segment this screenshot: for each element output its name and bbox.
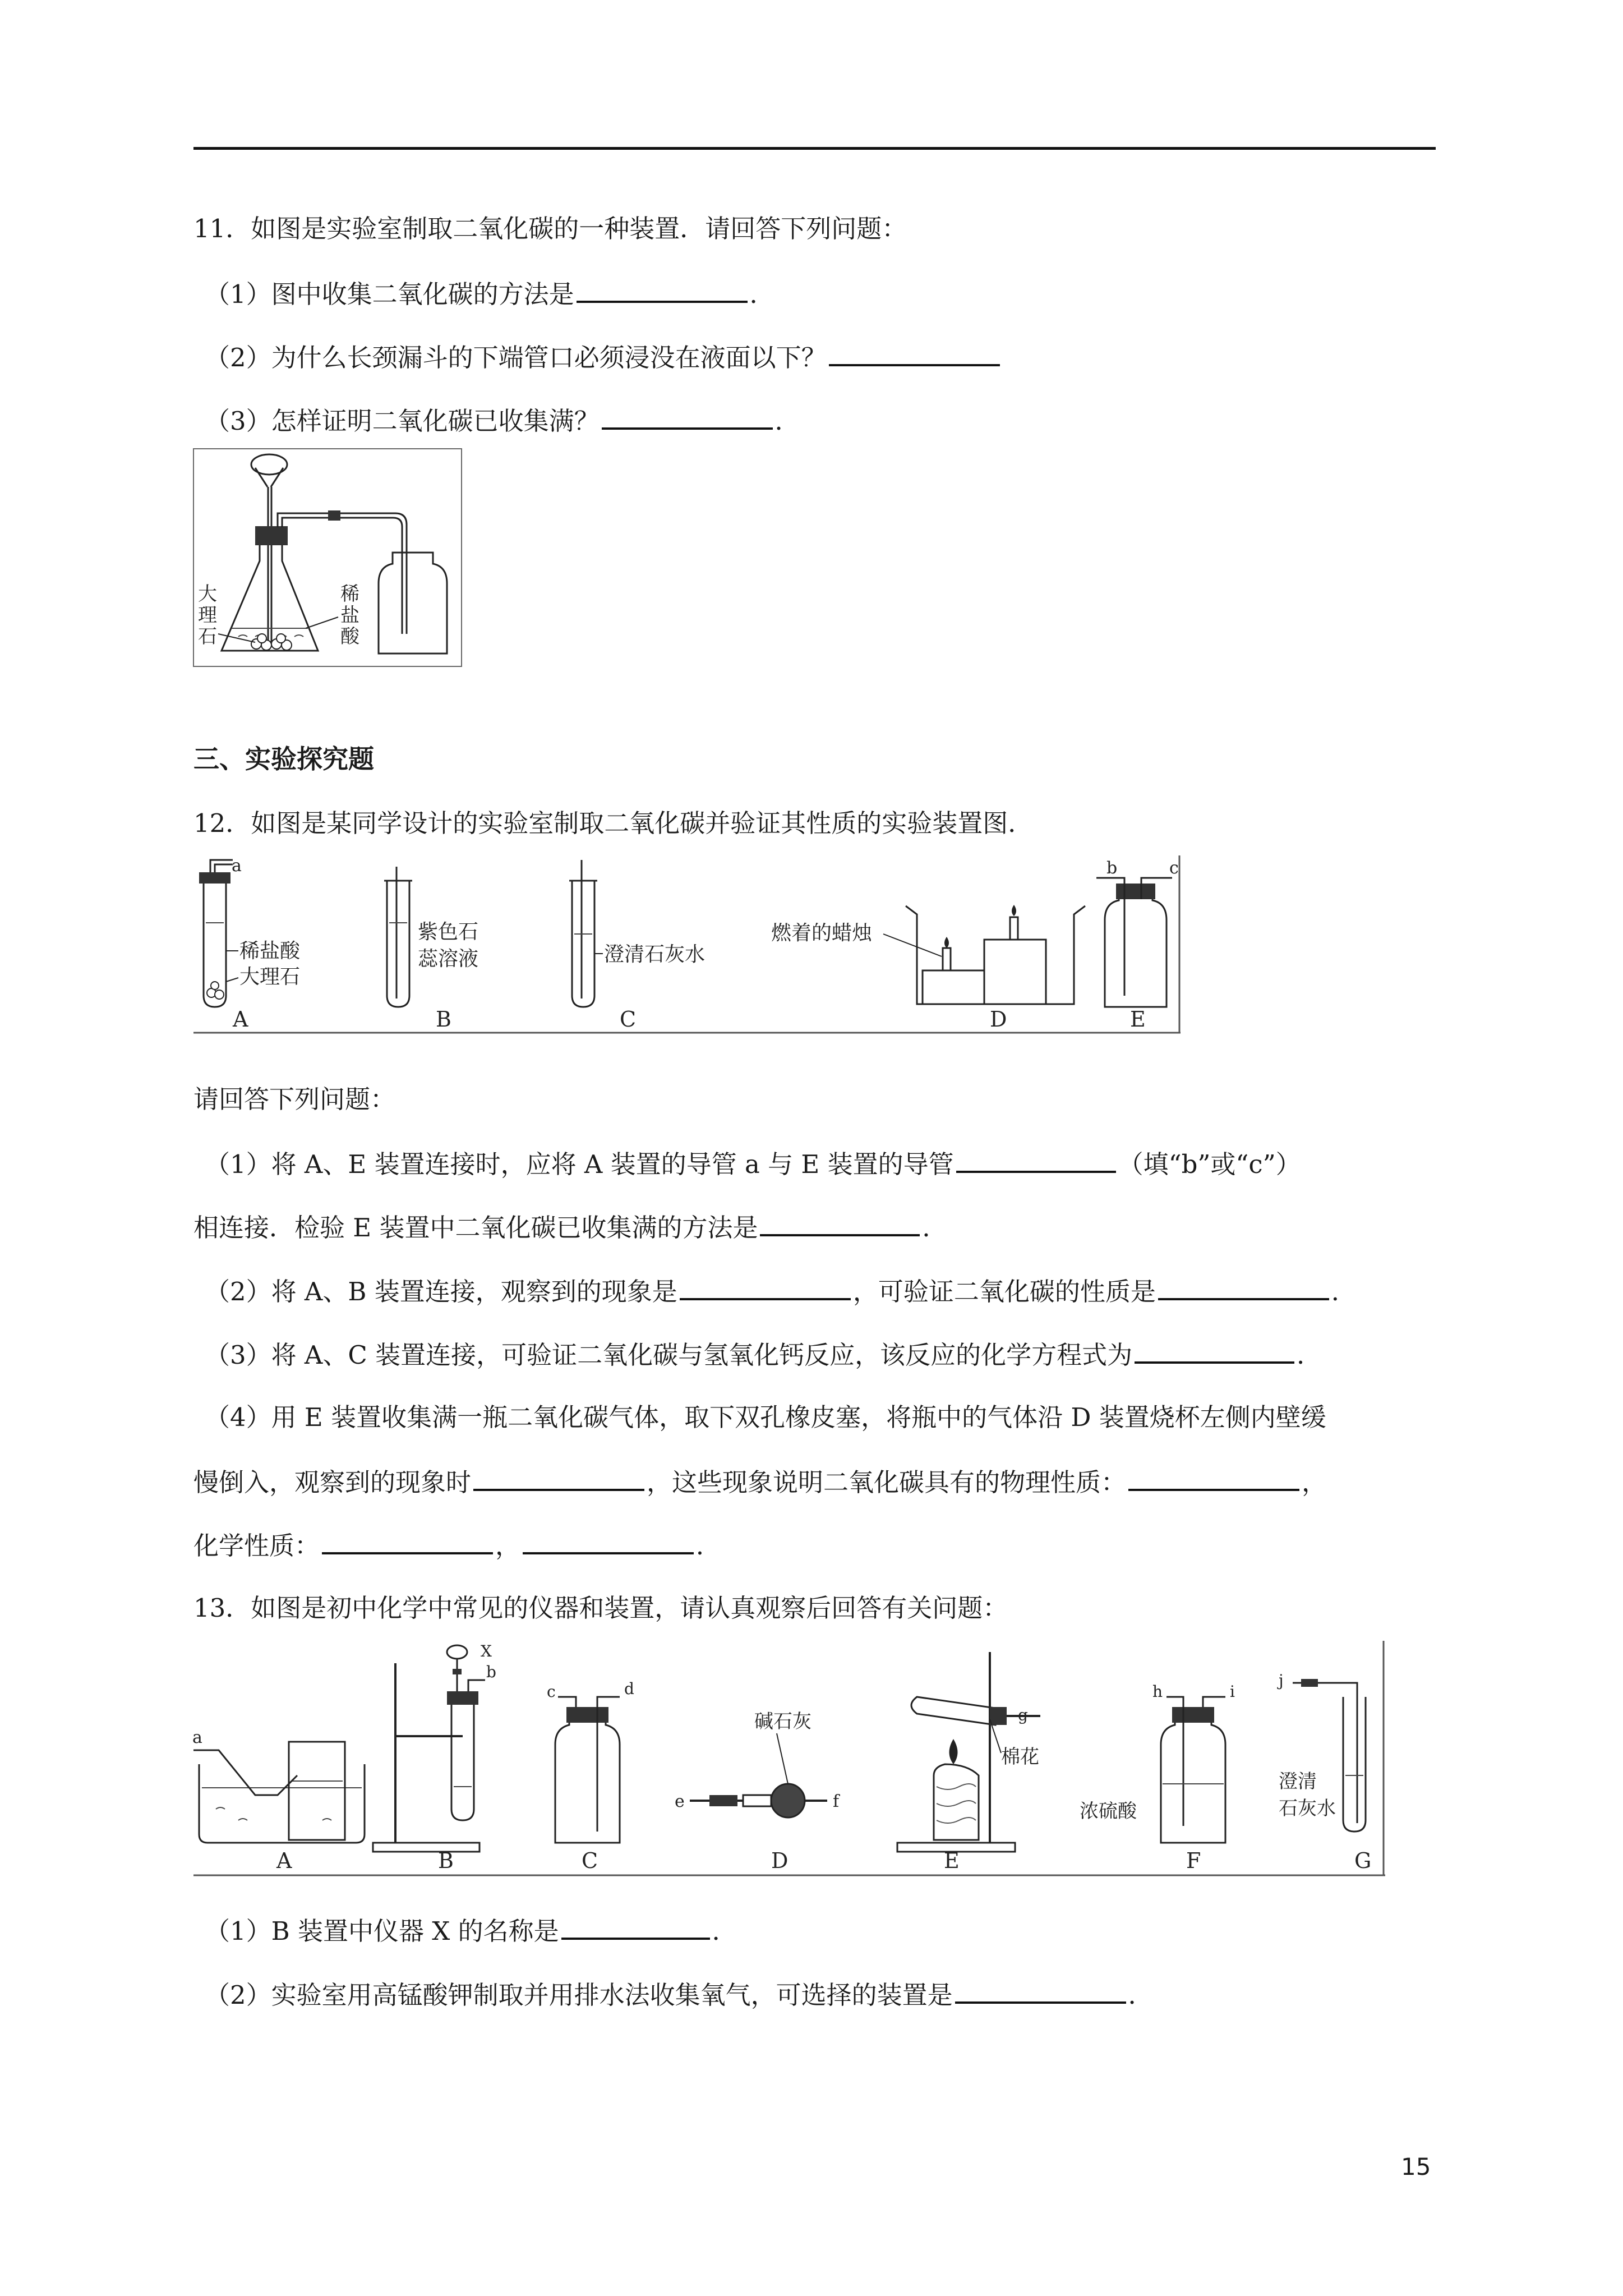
q13-title: 13．如图是初中化学中常见的仪器和装置，请认真观察后回答有关问题： (193, 1593, 1008, 1623)
q12-apparatus-c (569, 860, 705, 1032)
q13-letter-c: C (582, 1848, 598, 1873)
q12-a-acid: 稀盐酸 (239, 940, 301, 963)
q11-figure (193, 449, 463, 668)
q12-letter-d: D (990, 1007, 1007, 1032)
q12-b-text2: 蕊溶液 (418, 947, 479, 970)
q13-label-j: j (1279, 1671, 1284, 1690)
q13-label-h: h (1152, 1682, 1163, 1701)
q13-soda-lime: 碱石灰 (754, 1710, 811, 1733)
answer-blank[interactable] (561, 1913, 710, 1940)
q13-lime-1: 澄清 (1279, 1770, 1317, 1793)
section-heading: 三、实验探究题 (193, 744, 374, 774)
q11-fig-label-left-3: 石 (198, 625, 217, 648)
q12-part3: （3）将 A、C 装置连接，可验证二氧化碳与氢氧化钙反应，该反应的化学方程式为 ． (205, 1337, 1322, 1372)
q13-apparatus-c (547, 1680, 634, 1873)
q13-label-g: g (1018, 1706, 1028, 1724)
answer-blank[interactable] (473, 1464, 644, 1491)
page-number: 15 (1401, 2153, 1431, 2180)
q12-title: 12．如图是某同学设计的实验室制取二氧化碳并验证其性质的实验装置图． (193, 808, 1034, 838)
q11-fig-label-left-2: 理 (198, 604, 217, 627)
q13-label-i: i (1230, 1682, 1235, 1701)
q11-fig-label-left-1: 大 (198, 583, 217, 605)
q12-e-b: b (1106, 858, 1118, 878)
q13-apparatus-b (373, 1642, 496, 1873)
q13-label-f: f (833, 1792, 840, 1811)
q11-fig-label-right-1: 稀 (340, 583, 359, 605)
q13-letter-e: E (944, 1848, 960, 1873)
q12-part4: （4）用 E 装置收集满一瓶二氧化碳气体，取下双孔橡皮塞，将瓶中的气体沿 D 装置烧杯左侧内壁缓 (205, 1402, 1326, 1432)
q13-letter-b: B (438, 1848, 454, 1873)
answer-blank[interactable] (1128, 1464, 1299, 1491)
q11-fig-label-right-3: 酸 (340, 625, 359, 648)
q13-apparatus-f (1080, 1682, 1235, 1873)
q13-letter-g: G (1354, 1848, 1372, 1873)
q11-fig-label-right-2: 盐 (340, 604, 359, 627)
q12-apparatus-e (1096, 858, 1179, 1032)
q13-label-x: X (481, 1642, 492, 1660)
q12-part1-cont: 相连接．检验 E 装置中二氧化碳已收集满的方法是 ． (193, 1209, 947, 1245)
q11-part2: （2）为什么长颈漏斗的下端管口必须浸没在液面以下？ (205, 339, 1002, 375)
q12-intro: 请回答下列问题： (193, 1084, 396, 1114)
q13-apparatus-e (897, 1652, 1040, 1873)
q13-label-c: c (547, 1682, 556, 1701)
q12-part2: （2）将 A、B 装置连接，观察到的现象是 ，可验证二氧化碳的性质是 ． (205, 1273, 1357, 1309)
q13-label-e: e (675, 1792, 685, 1811)
answer-blank[interactable] (322, 1527, 493, 1554)
q13-lime-2: 石灰水 (1279, 1797, 1336, 1820)
q12-part1: （1）将 A、E 装置连接时，应将 A 装置的导管 a 与 E 装置的导管 （填“b”或“c”） (205, 1146, 1301, 1181)
q13-apparatus-d (675, 1710, 840, 1873)
answer-blank[interactable] (523, 1527, 694, 1554)
q13-part2: （2）实验室用高锰酸钾制取并用排水法收集氧气，可选择的装置是 ． (205, 1977, 1154, 2012)
q13-cotton: 棉花 (1001, 1746, 1039, 1768)
answer-blank[interactable] (1158, 1273, 1329, 1300)
q13-label-b: b (486, 1663, 496, 1681)
q12-label-a: a (232, 856, 242, 876)
q13-part1: （1）B 装置中仪器 X 的名称是 ． (205, 1913, 737, 1948)
q12-letter-e: E (1130, 1007, 1146, 1032)
q13-apparatus-a (192, 1728, 365, 1873)
q12-b-text1: 紫色石 (418, 921, 479, 944)
answer-blank[interactable] (829, 339, 1000, 366)
q13-apparatus-g (1277, 1671, 1371, 1873)
answer-blank[interactable] (602, 403, 773, 430)
q13-label-d: d (624, 1680, 634, 1698)
q11-part1: （1）图中收集二氧化碳的方法是 ． (205, 276, 775, 311)
q12-part4-cont: 慢倒入，观察到的现象时 ，这些现象说明二氧化碳具有的物理性质： ， (193, 1464, 1327, 1499)
q12-d-text: 燃着的蜡烛 (771, 922, 873, 945)
q12-apparatus-d (771, 905, 1085, 1032)
q12-part4-cont2: 化学性质： ， ． (193, 1527, 721, 1563)
q13-letter-a: A (276, 1848, 292, 1873)
q12-letter-a: A (233, 1007, 248, 1032)
q12-letter-c: C (620, 1007, 637, 1032)
q13-figure (193, 1641, 1385, 1876)
answer-blank[interactable] (956, 1146, 1116, 1173)
q13-label-a: a (192, 1728, 202, 1747)
answer-blank[interactable] (680, 1273, 851, 1300)
q12-e-c: c (1169, 858, 1179, 878)
q12-letter-b: B (436, 1007, 451, 1032)
answer-blank[interactable] (955, 1977, 1126, 2004)
answer-blank[interactable] (760, 1209, 920, 1236)
header-rule (193, 147, 1436, 150)
q12-apparatus-a (199, 856, 301, 1032)
q12-a-marble: 大理石 (239, 965, 301, 988)
answer-blank[interactable] (577, 276, 748, 303)
q13-acid: 浓硫酸 (1080, 1800, 1137, 1823)
q12-apparatus-b (384, 867, 478, 1032)
q11-title: 11．如图是实验室制取二氧化碳的一种装置．请回答下列问题： (193, 214, 907, 243)
q13-letter-f: F (1186, 1848, 1201, 1873)
q12-figure (193, 855, 1181, 1035)
q11-part3: （3）怎样证明二氧化碳已收集满？ ． (205, 403, 800, 438)
q13-letter-d: D (771, 1848, 789, 1873)
answer-blank[interactable] (1135, 1337, 1294, 1364)
q12-c-text: 澄清石灰水 (604, 943, 706, 966)
